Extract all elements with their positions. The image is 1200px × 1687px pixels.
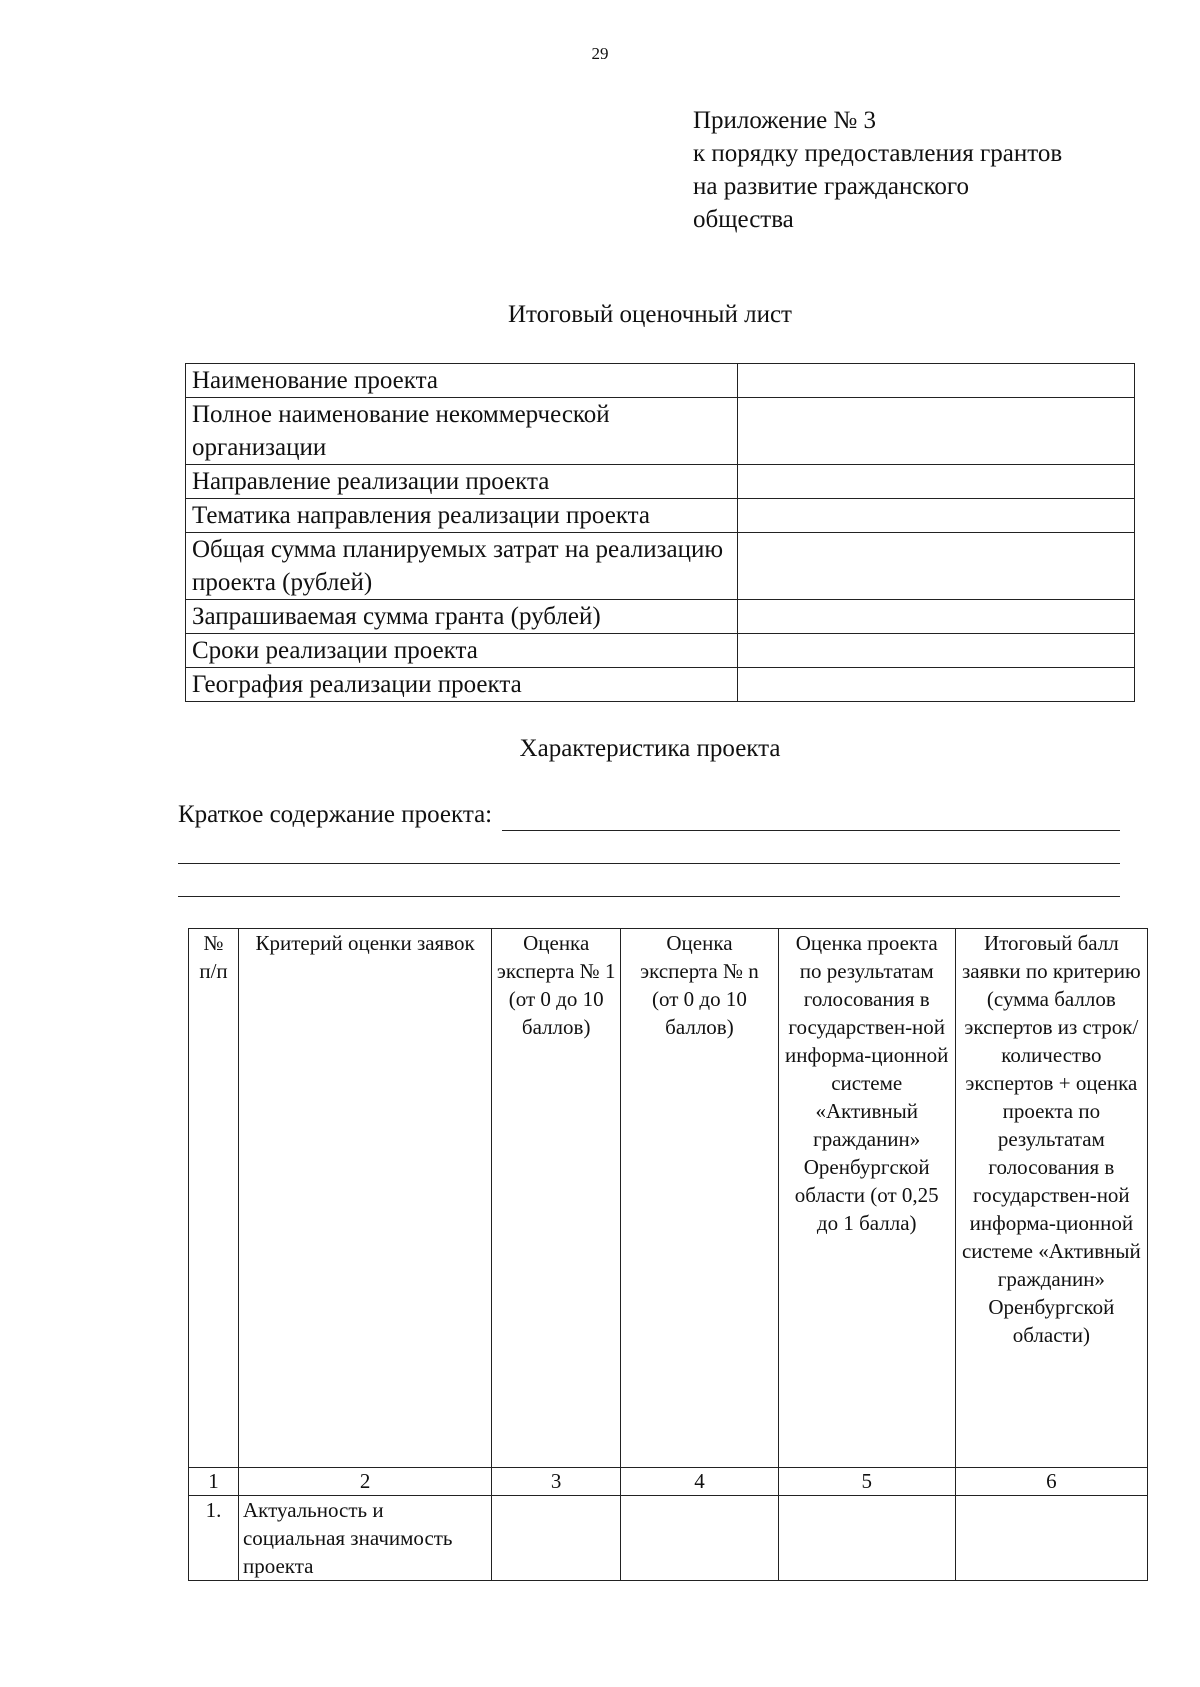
- info-row: [186, 364, 1135, 398]
- header-expert-n: Оценка эксперта № n (от 0 до 10 баллов): [621, 929, 779, 1468]
- info-row: [186, 634, 1135, 668]
- column-number: 4: [621, 1468, 779, 1496]
- appendix-line: общества: [693, 206, 794, 233]
- info-label: Направление реализации проекта: [186, 465, 738, 499]
- info-value-cell[interactable]: [738, 634, 1135, 668]
- column-number-row: [189, 1468, 1148, 1496]
- info-row: [186, 398, 1135, 465]
- info-row: [186, 465, 1135, 499]
- header-number: № п/п: [189, 929, 239, 1468]
- info-label: Запрашиваемая сумма гранта (рублей): [186, 600, 738, 634]
- info-row: [186, 600, 1135, 634]
- summary-fill-line[interactable]: [178, 864, 1120, 897]
- summary-block: [178, 799, 1120, 897]
- summary-first-line: [178, 799, 1120, 831]
- page-number: 29: [591, 44, 609, 63]
- info-label: Тематика направления реализации проекта: [186, 499, 738, 533]
- info-value-cell[interactable]: [738, 465, 1135, 499]
- row-number: 1.: [189, 1496, 239, 1581]
- column-number: 1: [189, 1468, 239, 1496]
- summary-fill-line[interactable]: [502, 804, 1120, 831]
- info-label: Сроки реализации проекта: [186, 634, 738, 668]
- header-expert-1: Оценка эксперта № 1 (от 0 до 10 баллов): [492, 929, 621, 1468]
- criteria-header-row: [189, 929, 1148, 1468]
- info-label: Наименование проекта: [186, 364, 738, 398]
- info-value-cell[interactable]: [738, 668, 1135, 702]
- info-label: Общая сумма планируемых затрат на реализацию проекта (рублей): [186, 533, 738, 600]
- table-row: [189, 1496, 1148, 1581]
- score-cell[interactable]: [492, 1496, 621, 1581]
- criteria-table: [188, 928, 1148, 1581]
- info-label: Полное наименование некоммерческой организации: [186, 398, 738, 465]
- score-cell[interactable]: [955, 1496, 1147, 1581]
- info-value-cell[interactable]: [738, 499, 1135, 533]
- section-title: Характеристика проекта: [519, 735, 781, 762]
- column-number: 5: [778, 1468, 955, 1496]
- appendix-line: на развитие гражданского: [693, 173, 969, 200]
- summary-label: Краткое содержание проекта:: [178, 801, 493, 828]
- header-criterion: Критерий оценки заявок: [238, 929, 491, 1468]
- form-title: Итоговый оценочный лист: [508, 301, 792, 328]
- info-value-cell[interactable]: [738, 364, 1135, 398]
- appendix-line: Приложение № 3: [693, 107, 877, 134]
- summary-fill-line[interactable]: [178, 831, 1120, 864]
- appendix-note: [693, 104, 1062, 236]
- score-cell[interactable]: [621, 1496, 779, 1581]
- row-criterion: Актуальность и социальная значимость проекта: [238, 1496, 491, 1581]
- score-cell[interactable]: [778, 1496, 955, 1581]
- info-label: География реализации проекта: [186, 668, 738, 702]
- appendix-line: к порядку предоставления грантов: [693, 140, 1063, 167]
- column-number: 6: [955, 1468, 1147, 1496]
- project-info-table: [185, 363, 1135, 702]
- header-total-score: Итоговый балл заявки по критерию (сумма баллов экспертов из строк/ количество экспертов + оценка проекта по результатам голосования в государствен-ной информа-ционной системе «Активный гражданин» Оренбургской области): [955, 929, 1147, 1468]
- header-vote-score: Оценка проекта по результатам голосования в государствен-ной информа-ционной системе «Активный гражданин» Оренбургской области (от 0,25 до 1 балла): [778, 929, 955, 1468]
- column-number: 2: [238, 1468, 491, 1496]
- info-value-cell[interactable]: [738, 398, 1135, 465]
- info-value-cell[interactable]: [738, 600, 1135, 634]
- column-number: 3: [492, 1468, 621, 1496]
- info-row: [186, 533, 1135, 600]
- info-row: [186, 668, 1135, 702]
- info-value-cell[interactable]: [738, 533, 1135, 600]
- info-row: [186, 499, 1135, 533]
